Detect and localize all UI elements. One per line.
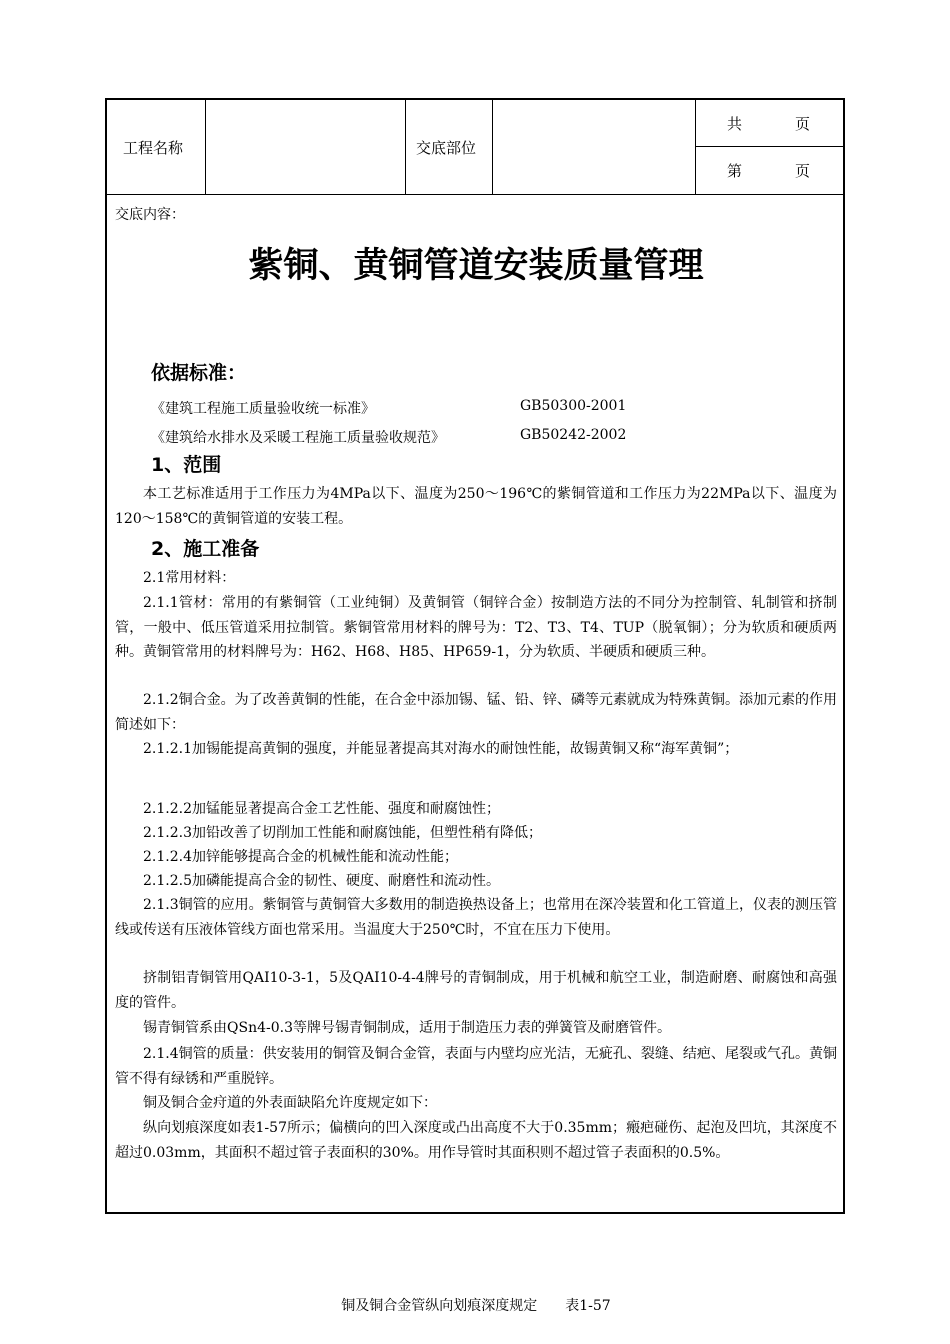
standard-code: GB50300-2001 — [520, 398, 627, 414]
paragraph: 2.1.4铜管的质量：供安装用的铜管及铜合金管，表面与内壁均应光洁，无疵孔、裂缝、结疤、尾裂或气孔。黄铜管不得有绿锈和严重脱锌。 — [115, 1046, 837, 1087]
standard-code: GB50242-2002 — [520, 427, 627, 443]
project-name-label: 工程名称 — [123, 139, 184, 157]
page-no-suffix: 页 — [795, 162, 811, 180]
paragraph: 2.1.3铜管的应用。紫铜管与黄铜管大多数用的制造换热设备上；也常用在深冷装置和化工管道上，仪表的测压管线或传送有压液体管线方面也常采用。当温度大于250℃时，不宜在压力下使用。 — [115, 897, 837, 938]
document-title: 紫铜、黄铜管道安装质量管理 — [248, 246, 704, 286]
total-pages-suffix: 页 — [795, 115, 811, 133]
paragraph: 纵向划痕深度如表1-57所示；偏横向的凹入深度或凸出高度不大于0.35mm；瘢疤碰伤、起泡及凹坑，其深度不超过0.03mm，其面积不超过管子表面积的30%。用作导管时其面积则不超过管子表面积的0.5%。 — [115, 1120, 837, 1161]
handover-form — [105, 98, 845, 1314]
basis-heading: 依据标准： — [151, 362, 247, 384]
divider — [405, 100, 406, 194]
standard-name: 《建筑工程施工质量验收统一标准》 — [151, 401, 375, 417]
divider — [695, 100, 696, 194]
section-heading-preparation: 2、施工准备 — [151, 538, 260, 560]
divider — [492, 100, 493, 194]
page-no-prefix: 第 — [727, 162, 743, 180]
paragraph: 2.1.2.2加锰能显著提高合金工艺性能、强度和耐腐蚀性； — [143, 801, 500, 817]
table-caption: 铜及铜合金管纵向划痕深度规定 表1-57 — [341, 1298, 611, 1314]
section-heading-scope: 1、范围 — [151, 454, 222, 476]
paragraph: 2.1.2.3加铅改善了切削加工性能和耐腐蚀能，但塑性稍有降低； — [143, 825, 542, 841]
paragraph: 锡青铜管系由QSn4-0.3等牌号锡青铜制成，适用于制造压力表的弹簧管及耐磨管件。 — [143, 1020, 671, 1036]
content-label: 交底内容： — [115, 207, 185, 223]
paragraph: 2.1.2.1加锡能提高黄铜的强度，并能显著提高其对海水的耐蚀性能，故锡黄铜又称“海军黄铜”； — [143, 741, 739, 757]
paragraph: 2.1.2.5加磷能提高合金的韧性、硬度、耐磨性和流动性。 — [143, 873, 500, 889]
standard-name: 《建筑给水排水及采暖工程施工质量验收规范》 — [151, 430, 445, 446]
divider — [205, 100, 206, 194]
handover-part-label: 交底部位 — [416, 139, 477, 157]
paragraph: 2.1.2铜合金。为了改善黄铜的性能，在合金中添加锡、锰、铅、锌、磷等元素就成为特殊黄铜。添加元素的作用简述如下： — [115, 692, 837, 733]
paragraph: 铜及铜合金疛道的外表面缺陷允许度规定如下： — [143, 1095, 437, 1111]
total-pages-prefix: 共 — [727, 115, 743, 133]
paragraph: 本工艺标准适用于工作压力为4MPa以下、温度为250～196℃的紫铜管道和工作压力为22MPa以下、温度为120～158℃的黄铜管道的安装工程。 — [115, 486, 837, 527]
divider — [695, 146, 845, 147]
paragraph: 挤制铝青铜管用QAI10-3-1，5及QAI10-4-4牌号的青铜制成，用于机械和航空工业，制造耐磨、耐腐蚀和高强度的管件。 — [115, 970, 837, 1011]
paragraph: 2.1常用材料： — [143, 570, 236, 586]
form-header — [107, 100, 845, 195]
paragraph: 2.1.2.4加锌能够提高合金的机械性能和流动性能； — [143, 849, 458, 865]
paragraph: 2.1.1管材：常用的有紫铜管（工业纯铜）及黄铜管（铜锌合金）按制造方法的不同分为控制管、轧制管和挤制管，一般中、低压管道采用拉制管。紫铜管常用材料的牌号为：T2、T3、T4、TUP（脱氧铜）；分为软质和硬质两种。黄铜管常用的材料牌号为：H62、H68、H85、HP659-1，分为软质、半硬质和硬质三种。 — [115, 595, 837, 660]
